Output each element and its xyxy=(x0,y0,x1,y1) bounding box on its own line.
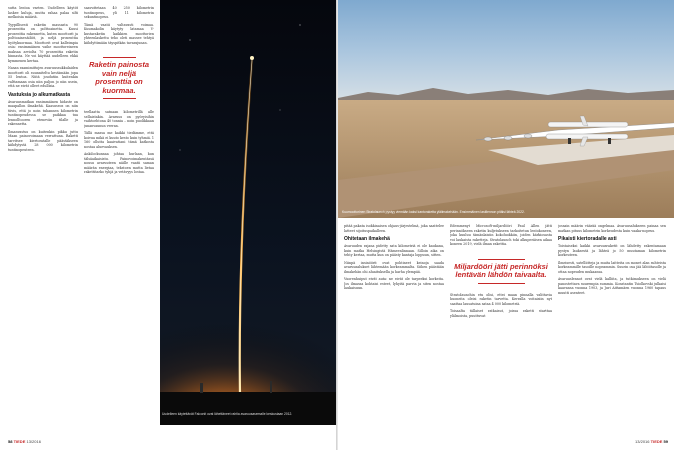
photo-caption: Uudelleen käytettävät Falconit ovat lähettäneet rahtia avaruusasemalle keskustaan 2012. xyxy=(162,412,293,416)
right-column-3 xyxy=(558,224,666,432)
paragraph: Niinpä insinöörit ovat pohtineet keinoja saada avaruusalukset lähtemään korkeammalta. Siihen päästään ilmakehän ohi aluaituksella ja harha ylempää. xyxy=(344,260,444,274)
paragraph: Ankilockunnaa johtaa hurlaan, kun tälsäaikaisistu. Painovoimakentässä nousu avaruuteen näille vaatii saman määrän energiaa, tekstoen mutta lietaa rakettitarko tyhjä ja vetävyys lostaa. xyxy=(84,152,154,174)
paragraph: Toisaalta tällaiset ratkaisut, joissa raketti starttaa ylälmoista, puuttuvat xyxy=(450,309,552,318)
section-heading: Ohitetaan ilmakehä xyxy=(344,236,390,242)
paragraph: Nasan raamimittojen avaruussukkulaiden moottorit oli suunniteltu kestämään jopa 55 lentoa. Niitä joudutiin kuitenkin valttamaan osia niin paljon jo niin usein, että ne eivät olleet edullisia. xyxy=(8,66,78,88)
falcon-launch-photo xyxy=(160,0,336,425)
paragraph: Tämä vaatii valtavasti voimaa. Kuumakolin käytyty latamaa V-kustaraketin kaikkien moottorien yhteenlaskettu teho oleti massee tehtyä kiihdyttimään täyspitkän tavarajunan. xyxy=(84,22,154,45)
paragraph: jossain määrin väärää ongelmaa. Avaruusalukseen painaa sen matkan pituus kilometrin korkeudesta kuin vaaka-nopeus. xyxy=(558,224,666,233)
left-footer xyxy=(8,439,41,444)
pullquote-box xyxy=(450,250,552,293)
pullquote-rule xyxy=(478,283,525,284)
paragraph: pitää pakata isokkinaisen ohjaus-järjestelmä, joka saattelee latteet sijoituspaikalleen. xyxy=(344,224,444,233)
paragraph: teellaatta satnaan kilometrillä alle sellaistakin. Avaruus on pyöryisihin vaihtoehtona 40 tonnia – noin puolikkaan junanvaunun verran. xyxy=(84,110,154,128)
paragraph: sutta lentoa varten. Uudelleen käytöt laskee kuluja, mutta rahaa palaa silti melkoisia määriä. xyxy=(8,6,78,19)
section-heading: Vastuksia jo alkumatkasta xyxy=(8,91,70,98)
aircraft-runway-image xyxy=(338,0,674,218)
stratolaunch-photo xyxy=(338,0,674,218)
pullquote-box xyxy=(84,48,154,110)
issue-number: 13/2016 xyxy=(635,439,650,444)
right-column-1 xyxy=(344,224,444,432)
left-column-1 xyxy=(8,6,78,306)
left-column-2 xyxy=(84,6,154,306)
paragraph: Stratolaunchin etu olisi, ettei maan pinnalla valittavia huoneita oleisi raketin tarvetta. Kerralla voitaisiin nyt saattaa lausatuina sataa 4 000 kilometriä. xyxy=(450,292,552,306)
paragraph: Ilmeisesti, satelliitteja ja muita laitteita on monet alan suhteista korkeammille tasoille nopeammin. Suurin osa jää lähtötasolle ja ottaa nopeuden mukaansa. xyxy=(558,260,666,274)
paragraph: saavuttetaan 40 250 kilometrin tuntinopeus, yli 11 kilometrin sekuntinopeus. xyxy=(84,6,154,19)
magazine-name: TIEDE xyxy=(13,439,26,444)
right-page xyxy=(338,0,674,450)
paragraph: Avaruusmatkan ensimmäinen hidaste on maapallon ilmakehä. Kaasuseos on niin tiivis, että jo noin tuhannen kilometrin tuntinopeudessa se paikkaa tua lennolltooren etenevän tilalle ja rakennetta. xyxy=(8,99,78,126)
magazine-name: TIEDE xyxy=(650,439,663,444)
issue-number: 13/2016 xyxy=(26,439,41,444)
paragraph: Avaruuden rajana pidetty sata kilometriä ei ole kaukana, kuin matka Helsingistä Hämeenlinnaan. Silloin aika on tehty kertaa, mutta kun on päästy kantaja loppuun, sitten. xyxy=(344,244,444,257)
pullquote: Raketin painosta vain neljä prosenttia on kuormaa. xyxy=(88,60,149,95)
paragraph: Avaruuslennot ovat vielä kalliita, ja tutkimukseen on vielä panostettava suurempia summia. Konstantin Tsiolkovski julkaisi kaavansa vuonna 1903, ja Juri Aittamäen vuonna 1960 tapaus muutti asenteet. xyxy=(558,277,666,295)
right-footer xyxy=(635,439,668,444)
paragraph: Ilmanvastus on kuitenkin pikku juttu Maan painovoimaan verrattuna. Raketti tarvitsee kiertoratalle päästäkseen kiihdytystä 28 000 kilometrin tuntinopeuteen. xyxy=(8,129,78,152)
page-number: 59 xyxy=(663,439,668,444)
left-page xyxy=(0,0,336,450)
page-number: 58 xyxy=(8,439,13,444)
photo-caption: Kuumoottorinen Stratolaunch pystyy viemään kaksi kantoraketta yläilmakehään. Ensimmäinen lastilennon pitäisi lähteä 2022. xyxy=(342,210,525,214)
paragraph: Tyypillisesti raketin massasta 90 prosenttia on polttoainetta. Kuusi prosenttia rakennetta, kuten moottorit ja polttoainesäiliöt, ja neljä prosenttia hyötykuormaa. Moottorit ovat kalleimpia osia: ensimmäinen vaihe moottoreineen maksaa arviolta 70 prosenttia raketin hinnasta. Ne voi käyttää uudelleen ehkä kymmenen kertaa. xyxy=(8,22,78,63)
section-heading: Pikaisti kiertoradalle asti xyxy=(558,236,617,242)
paragraph: Toistaiseksi kaikki avaruusraketit on lähdetty rakentamaan pystyn lauksestä ja lähteä jo 50 muutaman kilometrin korkeuteen. xyxy=(558,244,666,257)
pullquote-rule xyxy=(103,98,136,99)
paragraph: Vuorenhuiput eivät auta: ne eivät ole tarpeeksi korkeita. Jos ilmassa kohtaisi esteet, lyhyitä parvia ja siten nostaa laukaisuun. xyxy=(344,277,444,290)
paragraph: Edemmenyt Microsoft-miljardööri Paul Allen jätti perinnökseen raketin kuljetukseen tarkoitetun lentokoneen, joka kuuluu tämänlaisiin kokoluokkiin, joiden kärkiosasta voi laukaista raketteja. Stratolaunch toki alkuperäisen aikaa koneen 2019, vielä ilman rakettia. xyxy=(450,224,552,246)
paragraph: Tällä massa me kaikki tiedämme, että koivua mikä ei kuuto kesto kuin tyhmiä. 1 160 ollutta kaaivatiani tämä katkosta nostaa aluevauksen. xyxy=(84,131,154,149)
pullquote-rule xyxy=(103,57,136,58)
pullquote-rule xyxy=(478,259,525,260)
pullquote: Miljardööri jätti perinnöksi lentävän lähdön taivaalta. xyxy=(454,261,548,279)
right-column-2 xyxy=(450,224,552,432)
launch-night-image xyxy=(160,0,336,425)
